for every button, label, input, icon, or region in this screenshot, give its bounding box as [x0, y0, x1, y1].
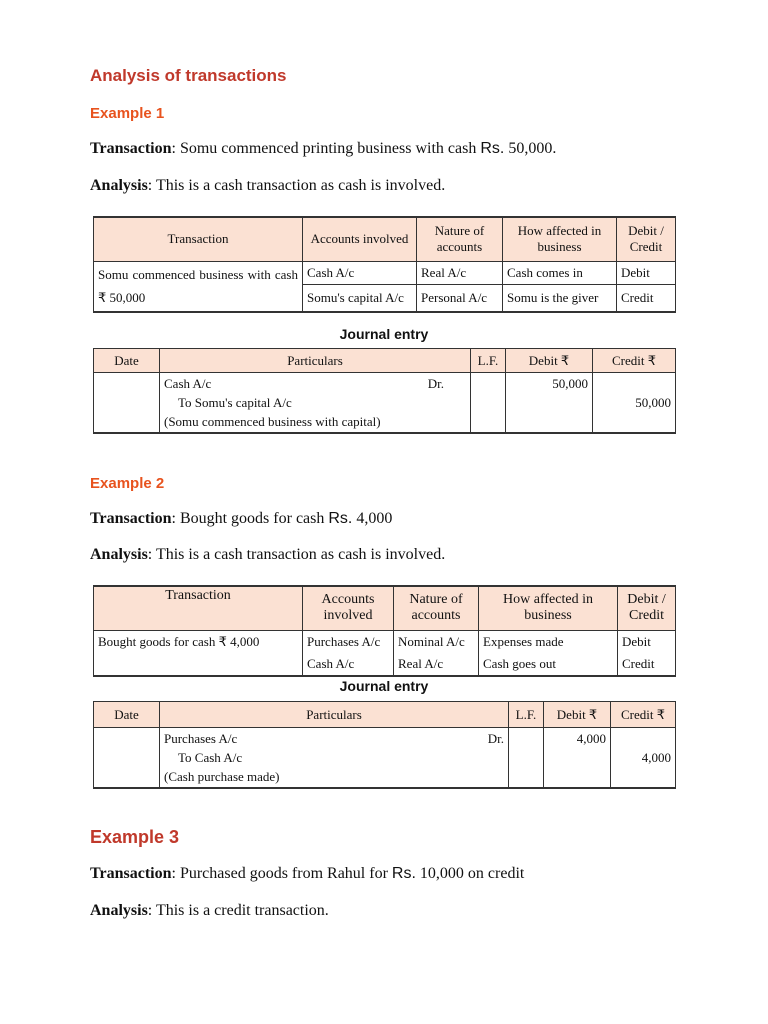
col-header: Accounts involved: [303, 586, 394, 630]
dr-label: Dr.: [427, 376, 444, 391]
analysis-label: Analysis: [90, 902, 148, 919]
col-header: L.F.: [509, 702, 544, 728]
credit-account: To Cash A/c: [178, 750, 243, 765]
example-1-analysis-table: [93, 216, 676, 313]
rs-label: Rs.: [480, 140, 505, 157]
date-cell: [94, 373, 160, 434]
narration: (Somu commenced business with capital): [164, 414, 381, 429]
example-2-analysis: Analysis: This is a cash transaction as cash is involved.: [90, 546, 446, 563]
particulars-cell: [160, 373, 471, 434]
transaction-amount: 4,000: [356, 510, 393, 527]
analysis-text: This is a cash transaction as cash is involved.: [155, 546, 446, 563]
journal-entry-title: Journal entry: [339, 678, 429, 694]
col-header: Nature of accounts: [394, 586, 479, 630]
date-cell: [94, 728, 160, 789]
table-cell: Bought goods for cash ₹ 4,000: [94, 630, 303, 676]
debit-cell: [544, 728, 611, 789]
col-header: Debit ₹: [544, 702, 611, 728]
lf-cell: [509, 728, 544, 789]
transaction-label: Transaction: [90, 865, 172, 882]
analysis-text: This is a credit transaction.: [155, 902, 329, 919]
transaction-amount: 50,000.: [508, 140, 557, 157]
col-header: Debit ₹: [506, 349, 593, 373]
example-2-transaction: Transaction: Bought goods for cash Rs. 4,000: [90, 510, 393, 527]
col-header: Date: [94, 702, 160, 728]
table-cell: Credit: [618, 653, 676, 676]
credit-amount: 50,000: [635, 395, 671, 410]
credit-amount: 4,000: [641, 750, 671, 765]
table-header-row: [94, 586, 676, 630]
col-header: L.F.: [471, 349, 506, 373]
table-row: [94, 261, 676, 284]
col-header: Nature of accounts: [417, 217, 503, 261]
table-cell: Real A/c: [417, 261, 503, 284]
table-cell: Cash A/c: [303, 261, 417, 284]
table-row: [94, 728, 676, 789]
table-cell: Somu's capital A/c: [303, 284, 417, 312]
debit-amount: 4,000: [576, 731, 606, 746]
narration: (Cash purchase made): [164, 769, 280, 784]
analysis-label: Analysis: [90, 177, 148, 194]
debit-account: Cash A/c: [164, 376, 212, 391]
particulars-cell: [160, 728, 509, 789]
example-1-transaction: Transaction: Somu commenced printing business with cash Rs. 50,000.: [90, 140, 557, 157]
example-3-transaction: Transaction: Purchased goods from Rahul for Rs. 10,000 on credit: [90, 865, 525, 882]
transaction-label: Transaction: [90, 140, 172, 157]
table-cell: Nominal A/c: [394, 630, 479, 653]
table-cell: Credit: [617, 284, 676, 312]
credit-cell: [593, 373, 676, 434]
col-header: Particulars: [160, 702, 509, 728]
table-cell: Somu is the giver: [503, 284, 617, 312]
col-header: Credit ₹: [593, 349, 676, 373]
example-1-analysis: Analysis: This is a cash transaction as cash is involved.: [90, 177, 446, 194]
col-header: Accounts involved: [303, 217, 417, 261]
table-cell: Real A/c: [394, 653, 479, 676]
debit-account: Purchases A/c: [164, 731, 238, 746]
col-header: Credit ₹: [611, 702, 676, 728]
example-2-analysis-table: [93, 585, 676, 677]
transaction-amount: 10,000 on credit: [419, 865, 525, 882]
table-row: [94, 630, 676, 653]
table-cell: Cash comes in: [503, 261, 617, 284]
credit-account: To Somu's capital A/c: [178, 395, 292, 410]
table-cell: Purchases A/c: [303, 630, 394, 653]
col-header: Transaction: [94, 586, 303, 630]
table-cell: Somu commenced business with cash ₹ 50,000: [94, 261, 303, 312]
example-1-heading: Example 1: [90, 105, 165, 122]
table-cell: Debit: [617, 261, 676, 284]
transaction-label: Transaction: [90, 510, 172, 527]
example-3-analysis: Analysis: This is a credit transaction.: [90, 902, 329, 919]
table-header-row: [94, 217, 676, 261]
table-header-row: [94, 349, 676, 373]
example-1-journal-table: [93, 348, 676, 434]
table-row: [94, 373, 676, 434]
lf-cell: [471, 373, 506, 434]
col-header: Particulars: [160, 349, 471, 373]
journal-entry-title: Journal entry: [339, 326, 429, 342]
page-title: Analysis of transactions: [90, 66, 287, 85]
example-3-heading: Example 3: [90, 827, 180, 847]
transaction-text: Somu commenced printing business with cash: [179, 140, 477, 157]
table-header-row: [94, 702, 676, 728]
debit-amount: 50,000: [552, 376, 588, 391]
col-header: Debit / Credit: [618, 586, 676, 630]
debit-cell: [506, 373, 593, 434]
rs-label: Rs.: [391, 865, 416, 882]
transaction-text: Purchased goods from Rahul for: [179, 865, 388, 882]
table-cell: Personal A/c: [417, 284, 503, 312]
col-header: Transaction: [94, 217, 303, 261]
analysis-text: This is a cash transaction as cash is involved.: [155, 177, 446, 194]
col-header: How affected in business: [479, 586, 618, 630]
col-header: Debit / Credit: [617, 217, 676, 261]
example-2-heading: Example 2: [90, 475, 165, 492]
analysis-label: Analysis: [90, 546, 148, 563]
example-2-journal-table: [93, 701, 676, 789]
table-cell: Expenses made: [479, 630, 618, 653]
col-header: How affected in business: [503, 217, 617, 261]
table-cell: Debit: [618, 630, 676, 653]
col-header: Date: [94, 349, 160, 373]
rs-label: Rs.: [328, 510, 353, 527]
transaction-text: Bought goods for cash: [179, 510, 325, 527]
table-cell: Cash goes out: [479, 653, 618, 676]
credit-cell: [611, 728, 676, 789]
dr-label: Dr.: [487, 731, 504, 746]
table-cell: Cash A/c: [303, 653, 394, 676]
